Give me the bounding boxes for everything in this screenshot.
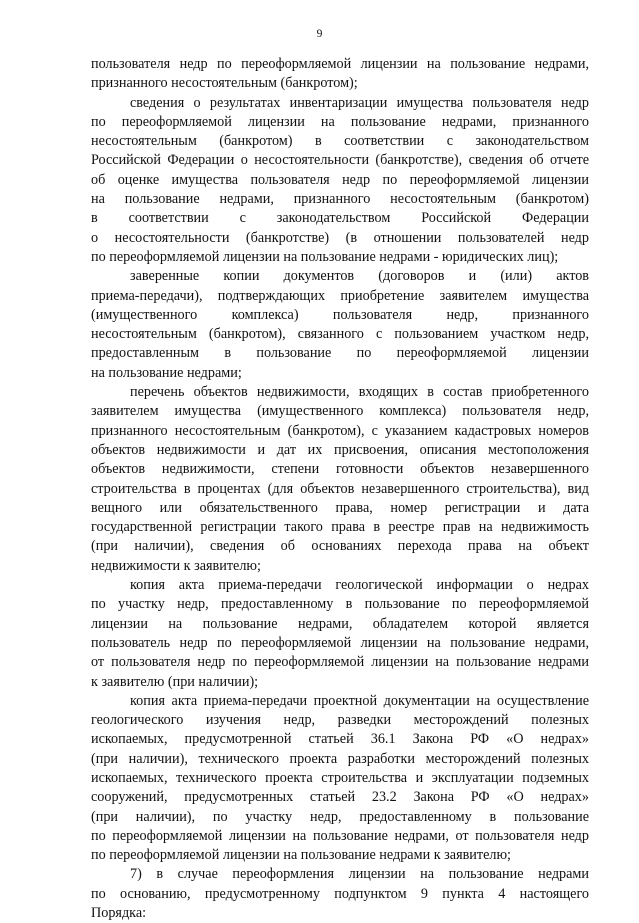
text-line: вещного или обязательственного права, номер регистрации и дата [91, 499, 589, 516]
text-line: перечень объектов недвижимости, входящих в состав приобретенного [130, 384, 589, 401]
text-line: по переоформляемой лицензии на пользование недрами к заявителю; [91, 847, 511, 864]
text-line: 7) в случае переоформления лицензии на пользование недрами [130, 866, 589, 883]
text-line: от пользователя недр по переоформляемой лицензии на пользование недрами [91, 654, 589, 671]
text-line: на пользование недрами; [91, 364, 242, 381]
text-line: приема-передачи), подтверждающих приобретение заявителем имущества [91, 287, 589, 304]
text-line: по переоформляемой лицензии на пользование недрами, признанного [91, 113, 589, 130]
text-line: по участку недр, предоставленному в пользование по переоформляемой [91, 596, 589, 613]
text-line: на пользование недрами, признанного несостоятельным (банкротом) [91, 191, 589, 208]
text-line: признанного несостоятельным (банкротом), с указанием кадастровых номеров [91, 422, 589, 439]
text-line: лицензии на пользование недрами, обладателем которой является [91, 615, 589, 632]
text-line: объектов недвижимости и дат их присвоения, описания местоположения [91, 441, 589, 458]
text-line: (при наличии), по участку недр, предоставленному в пользование [91, 808, 589, 825]
text-line: копия акта приема-передачи проектной документации на осуществление [130, 692, 589, 709]
text-line: Порядка: [91, 905, 147, 922]
text-line: Российской Федерации о несостоятельности (банкротстве), сведения об отчете [91, 152, 589, 169]
text-line: геологического изучения недр, разведки месторождений полезных [91, 712, 589, 729]
text-line: признанного несостоятельным (банкротом); [91, 75, 358, 92]
text-line: копия акта приема-передачи геологической информации о недрах [130, 577, 589, 594]
text-line: по переоформляемой лицензии на пользование недрами - юридических лиц); [91, 248, 559, 265]
text-line: по основанию, предусмотренному подпунктом 9 пункта 4 настоящего [91, 885, 589, 902]
text-line: сооружений, предусмотренных статьей 23.2 Закона РФ «О недрах» [91, 789, 589, 806]
text-line: (при наличии), технического проекта разработки месторождений полезных [91, 750, 589, 767]
text-line: сведения о результатах инвентаризации имущества пользователя недр [130, 94, 589, 111]
text-line: пользователя недр по переоформляемой лицензии на пользование недрами, [91, 56, 589, 72]
text-line: ископаемых, предусмотренной статьей 36.1 Закона РФ «О недрах» [91, 731, 589, 748]
text-line: государственной регистрации такого права в реестре прав на недвижимость [91, 519, 589, 536]
text-line: по переоформляемой лицензии на пользование недрами, от пользователя недр [91, 827, 589, 844]
text-line: предоставленным в пользование по переоформляемой лицензии [91, 345, 589, 362]
text-line: недвижимости к заявителю; [91, 557, 261, 574]
text-line: пользователь недр по переоформляемой лицензии на пользование недрами, [91, 634, 589, 651]
text-line: заявителем имущества (имущественного комплекса) пользователя недр, [91, 403, 589, 420]
text-line: об оценке имущества пользователя недр по переоформляемой лицензии [91, 171, 589, 188]
text-line: ископаемых, технического проекта строительства и эксплуатации подземных [91, 769, 589, 786]
document-body [91, 55, 589, 923]
text-line: (имущественного комплекса) пользователя недр, признанного [91, 306, 589, 323]
text-line: заверенные копии документов (договоров и (или) актов [130, 268, 589, 285]
page-number: 9 [316, 28, 323, 40]
text-line: несостоятельным (банкротом), связанного с пользованием участком недр, [91, 326, 589, 343]
text-line: объектов недвижимости, степени готовности объектов незавершенного [91, 461, 589, 478]
text-line: (при наличии), сведения об основаниях перехода права на объект [91, 538, 589, 555]
text-line: в соответствии с законодательством Российской Федерации [91, 210, 589, 227]
text-line: строительства в процентах (для объектов незавершенного строительства), вид [91, 480, 589, 497]
text-line: о несостоятельности (банкротстве) (в отношении пользователей недр [91, 229, 589, 246]
text-line: к заявителю (при наличии); [91, 673, 259, 690]
text-line: несостоятельным (банкротом) в соответствии с законодательством [91, 133, 589, 150]
